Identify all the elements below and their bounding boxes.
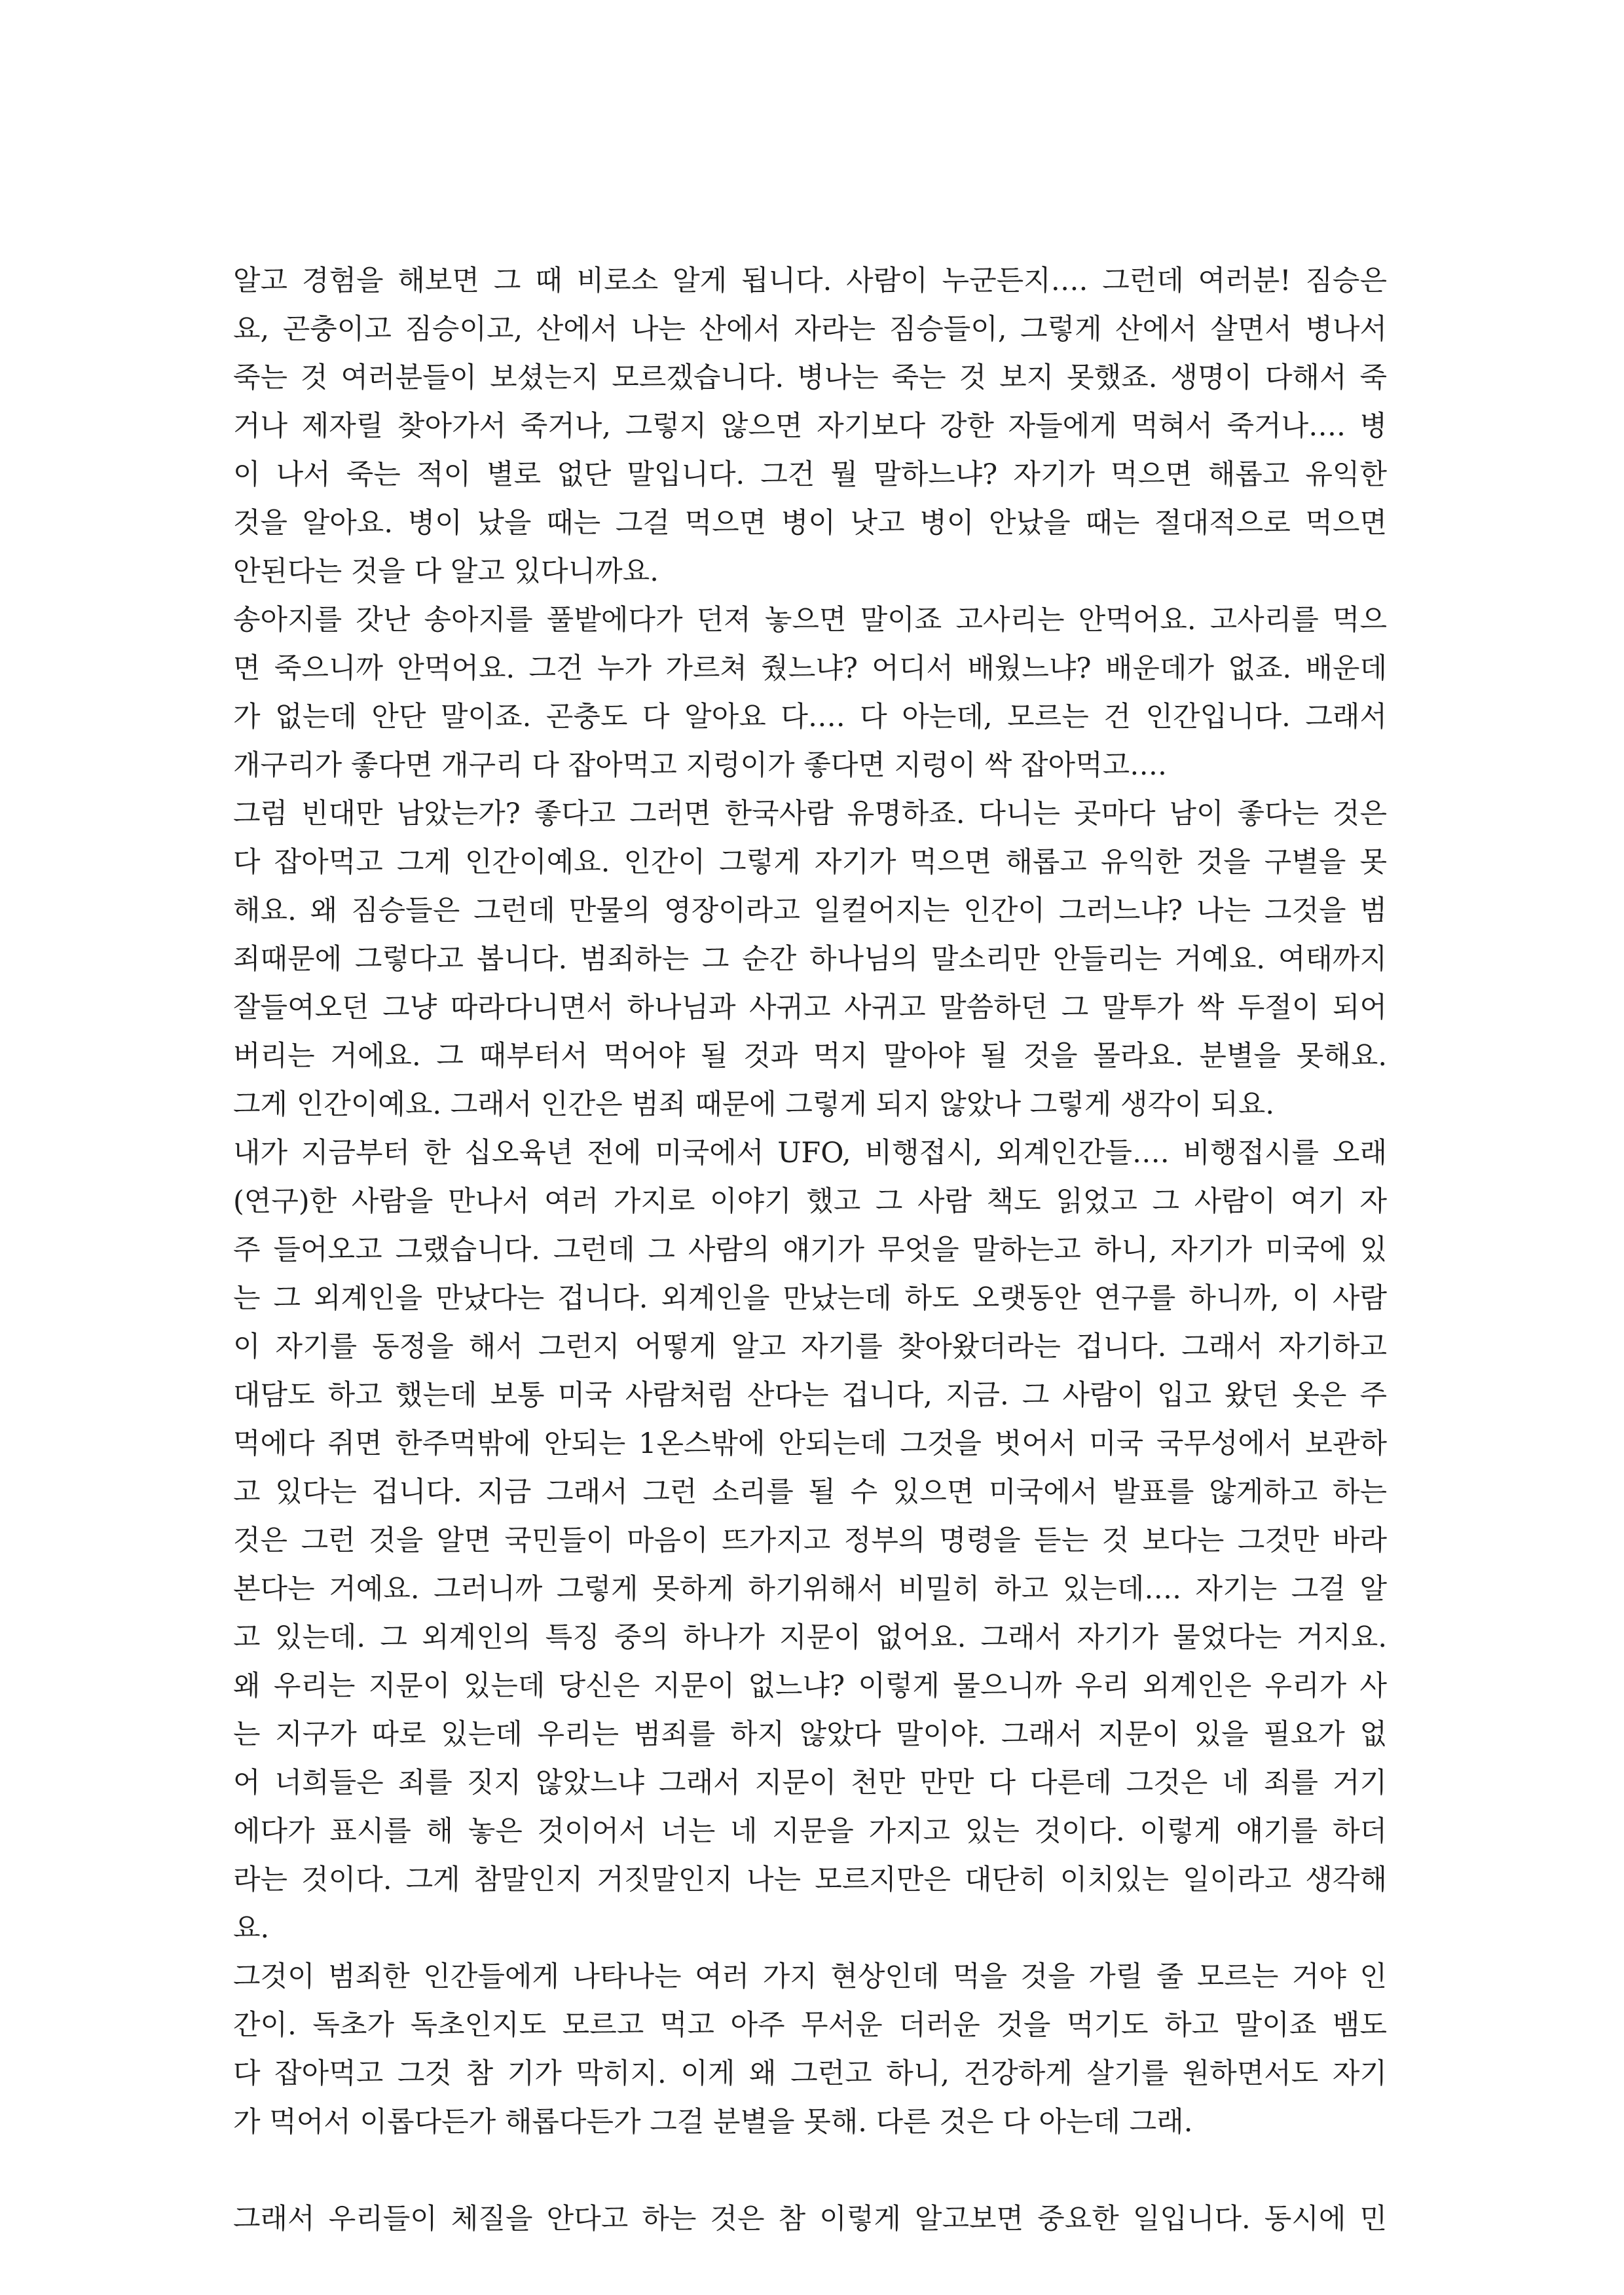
text-line: 그럼 빈대만 남았는가? 좋다고 그러면 한국사람 유명하죠. 다니는 곳마다 남이 좋다는 것은 [233, 798, 1387, 830]
text-line: 는 그 외계인을 만났다는 겁니다. 외계인을 만났는데 하도 오랫동안 연구를 하니까, 이 사람 [233, 1282, 1387, 1315]
text-line: 다 잡아먹고 그것 참 기가 막히지. 이게 왜 그런고 하니, 건강하게 살기를 원하면서도 자기 [233, 2057, 1387, 2090]
text-line: 고 있다는 겁니다. 지금 그래서 그런 소리를 될 수 있으면 미국에서 발표를 않게하고 하는 [233, 1476, 1387, 1509]
text-line: 면 죽으니까 안먹어요. 그건 누가 가르쳐 줬느냐? 어디서 배웠느냐? 배운데가 없죠. 배운데 [233, 652, 1387, 685]
text-line: 요. [233, 1912, 270, 1945]
text-line: 간이. 독초가 독초인지도 모르고 먹고 아주 무서운 더러운 것을 먹기도 하고 말이죠 뱀도 [233, 2009, 1387, 2042]
text-line: 왜 우리는 지문이 있는데 당신은 지문이 없느냐? 이렇게 물으니까 우리 외계인은 우리가 사 [233, 1670, 1387, 1702]
text-line: 죽는 것 여러분들이 보셨는지 모르겠습니다. 병나는 죽는 것 보지 못했죠. 생명이 다해서 죽 [233, 361, 1387, 394]
text-line: 다 잡아먹고 그게 인간이예요. 인간이 그렇게 자기가 먹으면 해롭고 유익한 것을 구별을 못 [233, 846, 1387, 879]
text-line: 잘들여오던 그냥 따라다니면서 하나님과 사귀고 사귀고 말씀하던 그 말투가 싹 두절이 되어 [233, 991, 1387, 1024]
text-line: 주 들어오고 그랬습니다. 그런데 그 사람의 얘기가 무엇을 말하는고 하니, 자기가 미국에 있 [233, 1234, 1387, 1266]
text-line: 해요. 왜 짐승들은 그런데 만물의 영장이라고 일컬어지는 인간이 그러느냐? 나는 그것을 범 [233, 894, 1387, 927]
text-line: 그것이 범죄한 인간들에게 나타나는 여러 가지 현상인데 먹을 것을 가릴 줄 모르는 거야 인 [233, 1960, 1387, 1993]
text-line: 는 지구가 따로 있는데 우리는 범죄를 하지 않았다 말이야. 그래서 지문이 있을 필요가 없 [233, 1718, 1387, 1751]
text-line: 어 너희들은 죄를 짓지 않았느냐 그래서 지문이 천만 만만 다 다른데 그것은 네 죄를 거기 [233, 1767, 1387, 1799]
text-line: 거나 제자릴 찾아가서 죽거나, 그렇지 않으면 자기보다 강한 자들에게 먹혀서 죽거나…. 병 [233, 410, 1387, 443]
text-line: 안된다는 것을 다 알고 있다니까요. [233, 555, 659, 588]
text-line: 것을 알아요. 병이 났을 때는 그걸 먹으면 병이 낫고 병이 안났을 때는 절대적으로 먹으면 [233, 507, 1387, 540]
text-line: 내가 지금부터 한 십오육년 전에 미국에서 UFO, 비행접시, 외계인간들…. 비행접시를 오래 [233, 1137, 1387, 1169]
text-line: 죄때문에 그렇다고 봅니다. 범죄하는 그 순간 하나님의 말소리만 안들리는 거예요. 여태까지 [233, 943, 1387, 976]
text-line: 이 나서 죽는 적이 별로 없단 말입니다. 그건 뭘 말하느냐? 자기가 먹으면 해롭고 유익한 [233, 458, 1387, 491]
text-line: 가 먹어서 이롭다든가 해롭다든가 그걸 분별을 못해. 다른 것은 다 아는데 그래. [233, 2106, 1193, 2139]
text-line: 버리는 거에요. 그 때부터서 먹어야 될 것과 먹지 말아야 될 것을 몰라요. 분별을 못해요. [233, 1040, 1387, 1073]
body-text [233, 257, 1387, 2243]
text-line: 고 있는데. 그 외계인의 특징 중의 하나가 지문이 없어요. 그래서 자기가 물었다는 거지요. [233, 1621, 1387, 1654]
text-line: 그래서 우리들이 체질을 안다고 하는 것은 참 이렇게 알고보면 중요한 일입니다. 동시에 민 [233, 2203, 1387, 2235]
text-line: (연구)한 사람을 만나서 여러 가지로 이야기 했고 그 사람 책도 읽었고 그 사람이 여기 자 [233, 1185, 1387, 1218]
text-line: 먹에다 쥐면 한주먹밖에 안되는 1온스밖에 안되는데 그것을 벗어서 미국 국무성에서 보관하 [233, 1427, 1387, 1460]
text-line: 본다는 거예요. 그러니까 그렇게 못하게 하기위해서 비밀히 하고 있는데…. 자기는 그걸 알 [233, 1573, 1387, 1606]
text-line: 이 자기를 동정을 해서 그런지 어떻게 알고 자기를 찾아왔더라는 겁니다. 그래서 자기하고 [233, 1331, 1387, 1363]
text-line: 대담도 하고 했는데 보통 미국 사람처럼 산다는 겁니다, 지금. 그 사람이 입고 왔던 옷은 주 [233, 1379, 1387, 1412]
text-line: 에다가 표시를 해 놓은 것이어서 너는 네 지문을 가지고 있는 것이다. 이렇게 얘기를 하더 [233, 1815, 1387, 1848]
text-line: 요, 곤충이고 짐승이고, 산에서 나는 산에서 자라는 짐승들이, 그렇게 산에서 살면서 병나서 [233, 313, 1387, 346]
text-line: 가 없는데 안단 말이죠. 곤충도 다 알아요 다…. 다 아는데, 모르는 건 인간입니다. 그래서 [233, 701, 1387, 733]
text-line: 송아지를 갓난 송아지를 풀밭에다가 던져 놓으면 말이죠 고사리는 안먹어요. 고사리를 먹으 [233, 604, 1387, 636]
text-line: 개구리가 좋다면 개구리 다 잡아먹고 지렁이가 좋다면 지렁이 싹 잡아먹고…. [233, 749, 1167, 782]
text-line: 알고 경험을 해보면 그 때 비로소 알게 됩니다. 사람이 누군든지…. 그런데 여러분! 짐승은 [233, 265, 1387, 297]
text-line: 라는 것이다. 그게 참말인지 거짓말인지 나는 모르지만은 대단히 이치있는 일이라고 생각해 [233, 1864, 1387, 1896]
paragraph-spacer [233, 2146, 1387, 2195]
text-line: 것은 그런 것을 알면 국민들이 마음이 뜨가지고 정부의 명령을 듣는 것 보다는 그것만 바라 [233, 1524, 1387, 1557]
text-line: 그게 인간이예요. 그래서 인간은 범죄 때문에 그렇게 되지 않았나 그렇게 생각이 되요. [233, 1088, 1274, 1121]
